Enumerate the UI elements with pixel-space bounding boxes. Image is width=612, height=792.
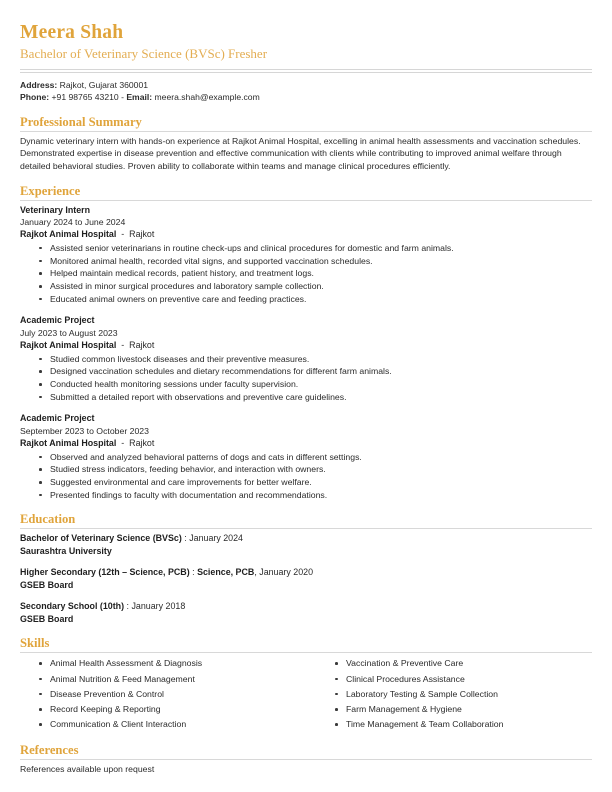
education-list	[20, 532, 592, 625]
experience-bullet: Studied stress indicators, feeding behavior, and interaction with owners.	[50, 463, 592, 476]
education-degree: Bachelor of Veterinary Science (BVSc)	[20, 533, 182, 544]
address-value: Rajkot, Gujarat 360001	[59, 80, 149, 90]
education-degree: Secondary School (10th)	[20, 601, 125, 612]
section-education	[20, 512, 592, 625]
phone-value: +91 98765 43210	[51, 92, 119, 103]
section-heading-education: Education	[20, 512, 592, 529]
experience-bullet: Submitted a detailed report with observations and preventive care guidelines.	[50, 391, 592, 404]
summary-text: Dynamic veterinary intern with hands-on experience at Rajkot Animal Hospital, excelling in animal health assessments and vaccination schedules. Demonstrated expertise in disease prevention and effective communication with clients while contributing to improved animal welfare through detailed behavioral studies. Proven ability to collaborate within teams and manage clinical procedures efficiently.	[20, 135, 581, 171]
skills-column-right	[306, 656, 592, 732]
experience-bullet: Conducted health monitoring sessions under faculty supervision.	[50, 378, 592, 391]
section-skills	[20, 636, 592, 732]
skill-item: Clinical Procedures Assistance	[346, 672, 592, 687]
experience-location: Rajkot	[129, 229, 155, 240]
email-label: Email:	[126, 92, 153, 103]
education-date: January 2020	[259, 567, 314, 578]
experience-job-title: Academic Project	[20, 315, 95, 326]
skill-item: Vaccination & Preventive Care	[346, 656, 592, 671]
experience-job-title: Academic Project	[20, 413, 95, 424]
experience-location: Rajkot	[129, 438, 155, 449]
education-date: January 2024	[189, 533, 243, 544]
education-degree-line	[20, 532, 592, 545]
education-colon: :	[192, 567, 195, 578]
experience-organization-line	[20, 339, 592, 351]
experience-bullet: Suggested environmental and care improvements for better welfare.	[50, 476, 592, 489]
skills-columns	[20, 656, 592, 732]
skill-item: Record Keeping & Reporting	[50, 702, 306, 717]
experience-bullet-list	[20, 451, 592, 502]
experience-bullet: Studied common livestock diseases and their preventive measures.	[50, 353, 592, 366]
experience-bullet: Observed and analyzed behavioral patterns of dogs and cats in different settings.	[50, 451, 592, 464]
skill-item: Animal Nutrition & Feed Management	[50, 672, 306, 687]
references-text: References available upon request	[20, 764, 155, 775]
experience-dates: September 2023 to October 2023	[20, 425, 149, 436]
experience-job-title: Veterinary Intern	[20, 204, 91, 215]
experience-bullet: Helped maintain medical records, patient history, and treatment logs.	[50, 267, 592, 280]
skill-item: Time Management & Team Collaboration	[346, 717, 592, 732]
experience-bullet-list	[20, 353, 592, 404]
experience-separator: -	[121, 340, 125, 351]
education-entry	[20, 600, 592, 625]
experience-dates: July 2023 to August 2023	[20, 327, 118, 338]
education-school: GSEB Board	[20, 613, 74, 624]
skills-list-left	[20, 656, 306, 732]
phone-label: Phone:	[20, 92, 50, 103]
section-heading-references: References	[20, 743, 592, 760]
education-colon: :	[126, 601, 129, 612]
experience-location: Rajkot	[129, 340, 155, 351]
section-heading-skills: Skills	[20, 636, 592, 653]
skills-list-right	[316, 656, 592, 732]
experience-bullet: Designed vaccination schedules and dietary recommendations for different farm animals.	[50, 365, 592, 378]
section-references	[20, 743, 592, 776]
skill-item: Animal Health Assessment & Diagnosis	[50, 656, 306, 671]
education-date: January 2018	[131, 601, 186, 612]
skill-item: Laboratory Testing & Sample Collection	[346, 687, 592, 702]
contact-separator: -	[121, 92, 124, 103]
section-professional-summary	[20, 115, 592, 173]
address-line	[20, 79, 592, 91]
education-degree-line: Higher Secondary (12th – Science, PCB) : Science, PCB, January 2020	[20, 567, 314, 578]
skill-item: Disease Prevention & Control	[50, 687, 306, 702]
experience-bullet: Assisted senior veterinarians in routine check-ups and clinical procedures for domestic and farm animals.	[50, 242, 592, 255]
education-colon: :	[184, 533, 187, 544]
education-degree-line	[20, 600, 592, 613]
experience-entry	[20, 412, 592, 501]
skills-column-left	[20, 656, 306, 732]
experience-entry	[20, 314, 592, 403]
experience-dates: January 2024 to June 2024	[20, 217, 126, 227]
education-entry	[20, 532, 592, 557]
experience-separator: -	[121, 229, 125, 240]
experience-organization-line	[20, 437, 592, 449]
experience-bullet: Presented findings to faculty with documentation and recommendations.	[50, 489, 592, 502]
experience-bullet: Monitored animal health, recorded vital signs, and supported vaccination schedules.	[50, 255, 592, 268]
address-label: Address:	[20, 80, 58, 90]
email-value: meera.shah@example.com	[154, 92, 260, 103]
resume-header	[20, 22, 592, 104]
education-school: Saurashtra University	[20, 545, 112, 556]
experience-entry	[20, 204, 592, 306]
skill-item: Communication & Client Interaction	[50, 717, 306, 732]
experience-list	[20, 204, 592, 502]
experience-organization: Rajkot Animal Hospital	[20, 340, 117, 351]
experience-bullet-list	[20, 242, 592, 306]
header-divider	[20, 69, 592, 73]
section-experience	[20, 184, 592, 502]
experience-organization-line	[20, 228, 592, 240]
education-school: GSEB Board	[20, 579, 74, 590]
education-degree: Higher Secondary (12th – Science, PCB)	[20, 567, 190, 578]
candidate-name: Meera Shah	[20, 22, 124, 43]
skill-item: Farm Management & Hygiene	[346, 702, 592, 717]
experience-bullet: Educated animal owners on preventive care and feeding practices.	[50, 293, 592, 306]
experience-bullet: Assisted in minor surgical procedures and laboratory sample collection.	[50, 280, 592, 293]
education-entry	[20, 566, 592, 591]
section-heading-summary: Professional Summary	[20, 115, 592, 132]
experience-organization: Rajkot Animal Hospital	[20, 229, 117, 240]
experience-separator: -	[121, 438, 125, 449]
candidate-headline: Bachelor of Veterinary Science (BVSc) Fresher	[20, 46, 268, 61]
section-heading-experience: Experience	[20, 184, 592, 201]
phone-email-line	[20, 91, 592, 103]
experience-organization: Rajkot Animal Hospital	[20, 438, 117, 449]
education-stream: Science, PCB	[197, 567, 255, 578]
